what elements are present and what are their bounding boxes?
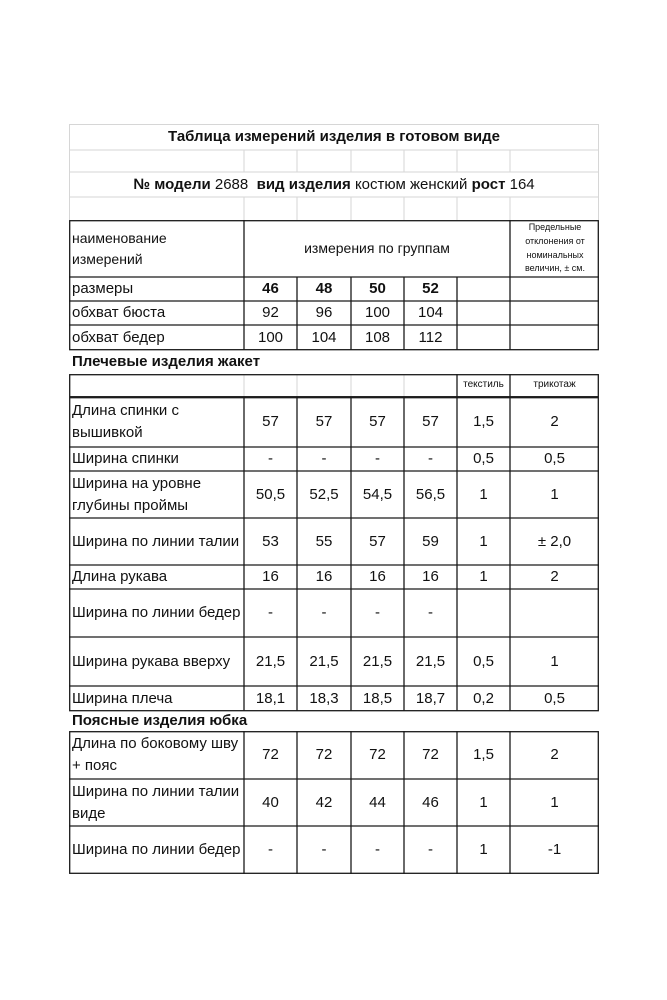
measurement-label: обхват бюста [72,304,166,322]
measurement-value: 18,7 [415,689,446,707]
measurement-value: 40 [262,793,279,811]
measurement-label: Ширина по линии бедер [72,604,241,622]
measurement-label: Длина по боковому шву + пояс [72,735,239,774]
measurement-value: 104 [311,328,337,346]
tolerance-textile: 1 [479,532,488,550]
col-knit-header: трикотаж [533,379,576,391]
measurement-value: 18,5 [362,689,393,707]
measurement-value: 100 [364,304,391,322]
skirt-section-title: Поясные изделия юбка [72,712,248,730]
tolerance-textile: 1 [479,568,488,586]
measurement-value: 57 [422,413,439,431]
tolerance-knit: 1 [550,485,559,503]
measurement-value: 16 [369,568,386,586]
model-height: 164 [509,175,535,193]
measurement-value: 72 [315,746,333,764]
measurement-value: 42 [315,793,333,811]
measurement-value: 16 [262,568,279,586]
tolerance-textile: 1,5 [473,746,494,764]
size-cell: 52 [422,280,439,298]
measurement-value: - [321,841,327,859]
measurement-value: 18,1 [255,689,286,707]
measurement-value: 57 [369,413,386,431]
measurement-value: 57 [369,532,386,550]
measurement-value: 72 [422,746,439,764]
measurement-value: 72 [369,746,386,764]
measurement-value: 46 [422,793,439,811]
measurement-value: 59 [422,532,439,550]
measurement-value: - [375,841,380,859]
measurement-value: - [428,841,433,859]
measurement-label: обхват бедер [72,328,165,346]
measurement-label: Ширина по линии талии [72,532,240,550]
tolerance-textile: 0,5 [473,450,494,468]
measurement-value: 56,5 [415,485,446,503]
measurement-sheet [69,124,599,874]
measurement-value: - [321,450,327,468]
tolerance-textile [457,589,510,637]
size-cell: 50 [369,280,386,298]
model-line [69,172,599,197]
col-textile-header: текстиль [463,379,504,391]
header-tolerance: Предельные отклонения от номинальных величин, ± см. [525,221,585,274]
size-cell: 48 [315,280,333,298]
header-groups: измерения по группам [304,240,450,257]
measurement-value: 18,3 [309,689,339,707]
page-title: Таблица измерений изделия в готовом виде [168,128,500,146]
measurement-value: - [428,450,433,468]
measurement-label: Ширина по линии бедер [72,841,241,859]
model-number-label: № модели [133,175,211,193]
model-number: 2688 [214,175,249,193]
tolerance-knit: 0,5 [544,450,565,468]
measurement-value: 21,5 [415,652,446,670]
measurement-value: 55 [315,532,333,550]
measurement-label: Ширина спинки [72,450,179,468]
measurement-value: 54,5 [362,485,393,503]
measurement-value: 44 [369,793,386,811]
measurement-value: 104 [417,304,444,322]
tolerance-textile: 1 [479,841,488,859]
tolerance-textile: 0,5 [473,652,494,670]
header-name-column: наименование измерений [72,230,167,267]
measurement-label: Ширина на уровне глубины проймы [72,474,202,514]
measurement-value: - [321,604,327,622]
measurement-value: 100 [257,328,284,346]
measurement-value: - [375,450,380,468]
measurement-value: - [268,841,273,859]
measurement-label: Ширина рукава вверху [72,652,231,670]
measurement-label: Ширина по линии талии виде [72,782,240,822]
model-height-label: рост [471,175,506,193]
measurement-value: 53 [262,532,279,550]
measurement-value: - [268,604,273,622]
tolerance-knit: 1 [550,793,559,811]
measurement-value: 57 [262,413,279,431]
jacket-section-title: Плечевые изделия жакет [72,353,261,371]
measurement-value: 16 [315,568,333,586]
tolerance-textile: 0,2 [473,689,494,707]
tolerance-knit: 2 [550,746,559,764]
tolerance-knit: 1 [550,652,559,670]
measurement-value: 21,5 [362,652,393,670]
model-type-label: вид изделия [256,175,351,193]
measurement-value: 96 [315,304,333,322]
tolerance-knit: 2 [550,568,559,586]
measurement-value: 72 [262,746,279,764]
measurement-value: 21,5 [255,652,286,670]
tolerance-textile: 1 [479,793,488,811]
measurement-value: 108 [364,328,391,346]
tolerance-knit: -1 [547,841,562,859]
tolerance-textile: 1 [479,485,488,503]
measurement-value: - [428,604,433,622]
measurement-value: 16 [422,568,439,586]
sizes-label: размеры [72,280,134,298]
measurement-label: Длина рукава [72,568,168,586]
tolerance-knit: 0,5 [544,689,565,707]
measurement-label: Длина спинки с вышивкой [72,402,179,441]
measurement-value: - [375,604,380,622]
measurement-label: Ширина плеча [72,689,173,707]
measurement-value: 52,5 [309,485,339,503]
measurement-value: 57 [315,413,333,431]
tolerance-knit: ± 2,0 [537,532,572,550]
measurement-value: 92 [262,304,279,322]
measurement-value: 21,5 [309,652,339,670]
measurement-value: - [268,450,273,468]
tolerance-textile: 1,5 [473,413,494,431]
model-type: костюм женский [354,175,468,193]
tolerance-knit [510,589,599,637]
measurement-value: 50,5 [255,485,286,503]
size-cell: 46 [262,280,279,298]
measurement-value: 112 [418,328,443,346]
tolerance-knit: 2 [550,413,559,431]
